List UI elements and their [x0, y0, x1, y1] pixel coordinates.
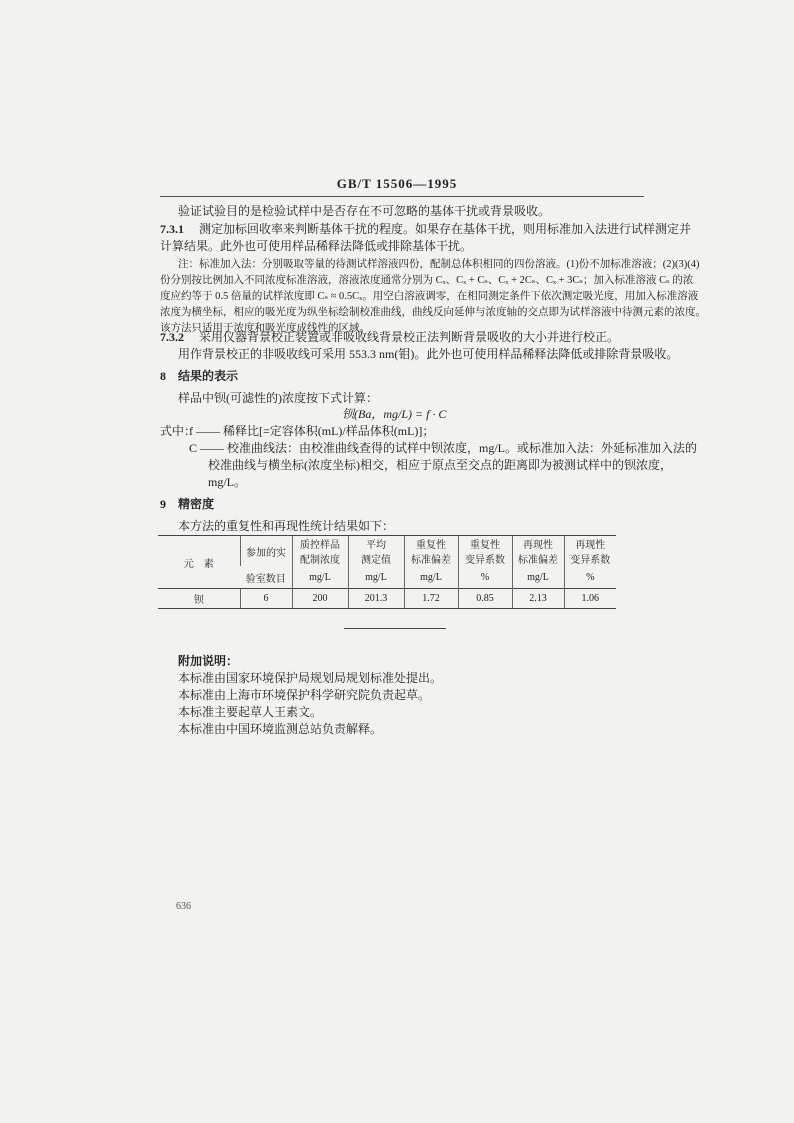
header-cell-conc-unit: mg/L — [292, 566, 348, 589]
section-7-3-2-line2: 用作背景校正的非吸收线可采用 553.3 nm(钼)。此外也可使用样品稀释法降低或排除背景吸收。 — [178, 347, 679, 361]
table-cell: 201.3 — [348, 589, 404, 609]
table-cell: 6 — [240, 589, 292, 609]
note-line5: 该方法只适用于浓度和吸光度成线性的区域。 — [160, 323, 370, 334]
table-cell: 0.85 — [458, 589, 512, 609]
where-label: 式中： — [160, 424, 197, 438]
section-8-title: 8 结果的表示 — [160, 369, 239, 383]
header-cell-repeat-sd-unit: mg/L — [404, 566, 458, 589]
section-8-intro: 样品中钡(可滤性的)浓度按下式计算： — [178, 391, 378, 405]
table-cell: 1.72 — [404, 589, 458, 609]
appendix-line2: 本标准由上海市环境保护科学研究院负责起草。 — [178, 688, 431, 702]
section-7-3-2-number: 7.3.2 — [160, 330, 184, 344]
c-definition-line2: 校准曲线与横坐标(浓度坐标)相交，相应于原点至交点的距离即为被测试样中的钡浓度， — [208, 458, 672, 472]
section-divider — [344, 628, 446, 629]
header-cell-reprod-cv-unit: % — [564, 566, 616, 589]
formula: 钡(Ba，mg/L) = f · C — [342, 407, 447, 421]
standard-header: GB/T 15506—1995 — [336, 176, 458, 191]
appendix-line1: 本标准由国家环境保护局规划局规划标准处提出。 — [178, 671, 443, 685]
note-line1: 注：标准加入法：分别吸取等量的待测试样溶液四份，配制总体积相同的四份溶液。(1)份不加标准溶液；(2)(3)(4) — [178, 259, 700, 270]
header-cell-labs-2: 验室数目 — [245, 573, 286, 585]
section-7-3-2-line1: 采用仪器背景校正装置或非吸收线背景校正法判断背景吸收的大小并进行校正。 — [199, 330, 620, 344]
page-number: 636 — [176, 901, 191, 912]
appendix-line4: 本标准由中国环境监测总站负责解释。 — [178, 722, 383, 736]
header-cell-mean-unit: mg/L — [348, 566, 404, 589]
table-row — [158, 589, 616, 609]
note-line3: 度应约等于 0.5 倍量的试样浓度即 Cₛ ≈ 0.5Cₓ。用空白溶液调零，在相同测定条件下依次测定吸光度，用加入标准溶液 — [160, 291, 699, 302]
c-definition-line3: mg/L。 — [208, 475, 246, 489]
c-definition-line1: C —— 校准曲线法：由校准曲线查得的试样中钡浓度，mg/L。或标准加入法：外延标准加入法的 — [189, 441, 698, 455]
header-cell-repeat-cv-unit: % — [458, 566, 512, 589]
precision-table — [158, 535, 616, 609]
section-7-3-1-line2: 计算结果。此外也可使用样品稀释法降低或排除基体干扰。 — [160, 239, 473, 253]
appendix-title: 附加说明： — [178, 654, 239, 668]
verify-paragraph: 验证试验目的是检验试样中是否存在不可忽略的基体干扰或背景吸收。 — [178, 204, 551, 218]
header-cell-repeat-cv-1: 重复性 变异系数 — [458, 536, 512, 567]
note-line4: 浓度为横坐标，相应的吸光度为纵坐标绘制校准曲线，曲线反向延伸与浓度轴的交点即为试样溶液中待测元素的浓度。 — [160, 307, 706, 318]
table-cell: 1.06 — [564, 589, 616, 609]
note-line2: 份分别按比例加入不同浓度标准溶液，溶液浓度通常分别为 Cₓ、Cₓ + Cₛ、Cₓ + 2Cₛ、Cₓ + 3Cₛ；加入标准溶液 Cₛ 的浓 — [160, 275, 694, 286]
section-9-intro: 本方法的重复性和再现性统计结果如下： — [178, 519, 395, 533]
section-7-3-1-line1: 测定加标回收率来判断基体干扰的程度。如果存在基体干扰，则用标准加入法进行试样测定并 — [199, 222, 692, 236]
header-cell-mean-1: 平均 测定值 — [348, 536, 404, 567]
table-cell: 钡 — [158, 589, 240, 609]
header-cell-conc-1: 质控样品 配制浓度 — [292, 536, 348, 567]
header-cell-element: 元 素 — [158, 536, 240, 589]
f-definition: f —— 稀释比[=定容体积(mL)/样品体积(mL)]； — [189, 424, 435, 438]
table-cell: 200 — [292, 589, 348, 609]
table-cell: 2.13 — [512, 589, 564, 609]
header-cell-reprod-sd-1: 再现性 标准偏差 — [512, 536, 564, 567]
header-cell-labs-1: 参加的实 — [240, 536, 292, 567]
section-7-3-1-number: 7.3.1 — [160, 222, 184, 236]
appendix-line3: 本标准主要起草人王素文。 — [178, 705, 323, 719]
section-9-title: 9 精密度 — [160, 497, 215, 511]
header-cell-repeat-sd-1: 重复性 标准偏差 — [404, 536, 458, 567]
header-rule — [160, 196, 644, 197]
header-cell-reprod-sd-unit: mg/L — [512, 566, 564, 589]
header-cell-reprod-cv-1: 再现性 变异系数 — [564, 536, 616, 567]
